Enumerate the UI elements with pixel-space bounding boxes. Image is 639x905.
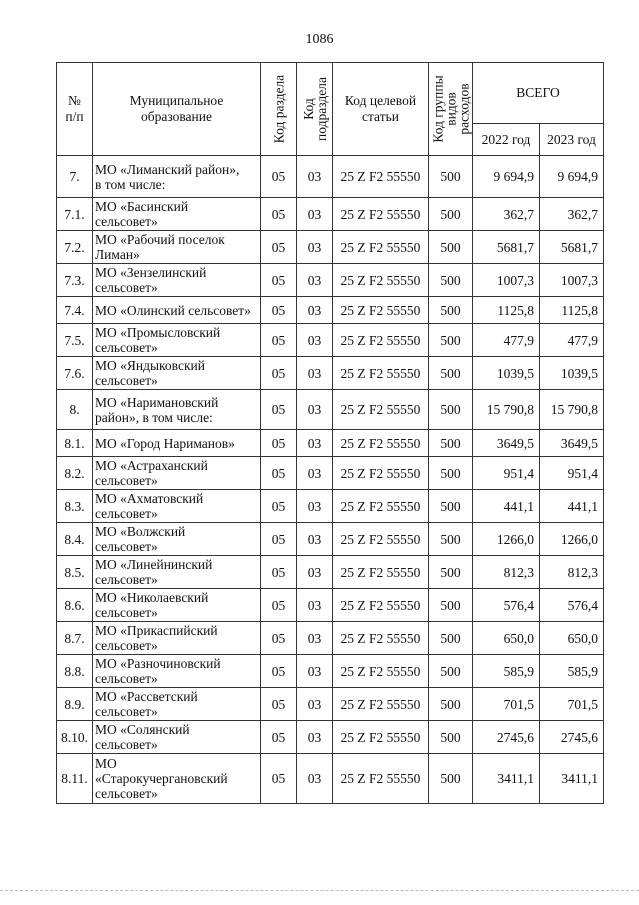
row-municipality: МО «Наримановский район», в том числе: — [93, 390, 261, 430]
row-num: 8.10. — [57, 721, 93, 754]
row-subsection-code: 03 — [297, 655, 333, 688]
row-num: 7.2. — [57, 231, 93, 264]
row-subsection-code: 03 — [297, 430, 333, 457]
row-value-2023: 3411,1 — [540, 754, 604, 804]
row-value-2022: 362,7 — [473, 198, 540, 231]
row-subsection-code: 03 — [297, 357, 333, 390]
row-section-code: 05 — [261, 231, 297, 264]
row-value-2023: 585,9 — [540, 655, 604, 688]
row-value-2023: 812,3 — [540, 556, 604, 589]
row-section-code: 05 — [261, 754, 297, 804]
row-value-2023: 2745,6 — [540, 721, 604, 754]
header-section-code: Код раздела — [261, 63, 297, 156]
table-row — [57, 490, 604, 523]
row-expense-group: 500 — [429, 390, 473, 430]
row-expense-group: 500 — [429, 556, 473, 589]
row-municipality: МО «Лиманский район», в том числе: — [93, 156, 261, 198]
row-value-2022: 477,9 — [473, 324, 540, 357]
row-target-code: 25 Z F2 55550 — [333, 156, 429, 198]
row-subsection-code: 03 — [297, 622, 333, 655]
row-num: 8.8. — [57, 655, 93, 688]
row-num: 8.11. — [57, 754, 93, 804]
row-num: 8.2. — [57, 457, 93, 490]
row-value-2022: 1266,0 — [473, 523, 540, 556]
header-year-2022: 2022 год — [473, 123, 540, 155]
table-row — [57, 556, 604, 589]
row-value-2023: 576,4 — [540, 589, 604, 622]
row-value-2022: 650,0 — [473, 622, 540, 655]
row-municipality: МО «Город Нариманов» — [93, 430, 261, 457]
row-target-code: 25 Z F2 55550 — [333, 754, 429, 804]
row-value-2023: 1007,3 — [540, 264, 604, 297]
row-section-code: 05 — [261, 523, 297, 556]
row-subsection-code: 03 — [297, 556, 333, 589]
table-row — [57, 589, 604, 622]
row-value-2022: 2745,6 — [473, 721, 540, 754]
row-municipality: МО «Рабочий поселок Лиман» — [93, 231, 261, 264]
row-value-2022: 15 790,8 — [473, 390, 540, 430]
row-num: 8.3. — [57, 490, 93, 523]
row-num: 7.6. — [57, 357, 93, 390]
header-municipality: Муниципальное образование — [93, 63, 261, 156]
row-subsection-code: 03 — [297, 523, 333, 556]
row-expense-group: 500 — [429, 490, 473, 523]
row-num: 8.7. — [57, 622, 93, 655]
row-value-2023: 1039,5 — [540, 357, 604, 390]
row-value-2022: 441,1 — [473, 490, 540, 523]
row-expense-group: 500 — [429, 231, 473, 264]
row-num: 8.6. — [57, 589, 93, 622]
row-municipality: МО «Зензелинский сельсовет» — [93, 264, 261, 297]
row-section-code: 05 — [261, 688, 297, 721]
row-num: 7.3. — [57, 264, 93, 297]
row-section-code: 05 — [261, 198, 297, 231]
row-expense-group: 500 — [429, 655, 473, 688]
row-subsection-code: 03 — [297, 231, 333, 264]
row-value-2023: 951,4 — [540, 457, 604, 490]
row-subsection-code: 03 — [297, 754, 333, 804]
row-value-2022: 3411,1 — [473, 754, 540, 804]
row-subsection-code: 03 — [297, 198, 333, 231]
table-row — [57, 523, 604, 556]
row-num: 8.5. — [57, 556, 93, 589]
header-target-code: Код целевой статьи — [333, 63, 429, 156]
row-num: 7.1. — [57, 198, 93, 231]
row-subsection-code: 03 — [297, 721, 333, 754]
scan-edge-line — [0, 890, 639, 891]
row-value-2023: 650,0 — [540, 622, 604, 655]
row-value-2023: 5681,7 — [540, 231, 604, 264]
row-num: 7.4. — [57, 297, 93, 324]
row-expense-group: 500 — [429, 457, 473, 490]
row-municipality: МО «Старокучергановский сельсовет» — [93, 754, 261, 804]
row-municipality: МО «Волжский сельсовет» — [93, 523, 261, 556]
table-row — [57, 430, 604, 457]
header-year-2023: 2023 год — [540, 123, 604, 155]
row-section-code: 05 — [261, 156, 297, 198]
table-row — [57, 721, 604, 754]
table-row — [57, 622, 604, 655]
row-municipality: МО «Астраханский сельсовет» — [93, 457, 261, 490]
row-target-code: 25 Z F2 55550 — [333, 556, 429, 589]
row-target-code: 25 Z F2 55550 — [333, 430, 429, 457]
row-target-code: 25 Z F2 55550 — [333, 721, 429, 754]
header-total: ВСЕГО — [473, 63, 604, 124]
row-expense-group: 500 — [429, 523, 473, 556]
table-row — [57, 390, 604, 430]
row-value-2023: 1266,0 — [540, 523, 604, 556]
row-expense-group: 500 — [429, 754, 473, 804]
row-value-2022: 812,3 — [473, 556, 540, 589]
row-section-code: 05 — [261, 430, 297, 457]
row-value-2022: 5681,7 — [473, 231, 540, 264]
row-municipality: МО «Николаевский сельсовет» — [93, 589, 261, 622]
row-value-2023: 9 694,9 — [540, 156, 604, 198]
row-value-2023: 3649,5 — [540, 430, 604, 457]
row-subsection-code: 03 — [297, 264, 333, 297]
row-target-code: 25 Z F2 55550 — [333, 589, 429, 622]
row-section-code: 05 — [261, 721, 297, 754]
row-section-code: 05 — [261, 297, 297, 324]
row-subsection-code: 03 — [297, 589, 333, 622]
row-value-2022: 576,4 — [473, 589, 540, 622]
row-section-code: 05 — [261, 589, 297, 622]
row-value-2023: 15 790,8 — [540, 390, 604, 430]
row-target-code: 25 Z F2 55550 — [333, 622, 429, 655]
row-expense-group: 500 — [429, 721, 473, 754]
row-target-code: 25 Z F2 55550 — [333, 357, 429, 390]
row-num: 7.5. — [57, 324, 93, 357]
row-expense-group: 500 — [429, 357, 473, 390]
row-target-code: 25 Z F2 55550 — [333, 655, 429, 688]
table-row — [57, 231, 604, 264]
row-expense-group: 500 — [429, 589, 473, 622]
table-row — [57, 357, 604, 390]
table-row — [57, 156, 604, 198]
row-value-2022: 585,9 — [473, 655, 540, 688]
row-municipality: МО «Прикаспийский сельсовет» — [93, 622, 261, 655]
row-subsection-code: 03 — [297, 688, 333, 721]
row-municipality: МО «Промысловский сельсовет» — [93, 324, 261, 357]
row-value-2023: 701,5 — [540, 688, 604, 721]
row-municipality: МО «Солянский сельсовет» — [93, 721, 261, 754]
row-target-code: 25 Z F2 55550 — [333, 490, 429, 523]
row-value-2023: 362,7 — [540, 198, 604, 231]
row-subsection-code: 03 — [297, 390, 333, 430]
row-num: 8.1. — [57, 430, 93, 457]
row-municipality: МО «Яндыковский сельсовет» — [93, 357, 261, 390]
row-target-code: 25 Z F2 55550 — [333, 390, 429, 430]
row-target-code: 25 Z F2 55550 — [333, 198, 429, 231]
table-row — [57, 688, 604, 721]
row-value-2022: 951,4 — [473, 457, 540, 490]
row-expense-group: 500 — [429, 430, 473, 457]
row-municipality: МО «Олинский сельсовет» — [93, 297, 261, 324]
row-section-code: 05 — [261, 655, 297, 688]
header-num: № п/п — [57, 63, 93, 156]
row-section-code: 05 — [261, 390, 297, 430]
header-subsection-code: Код подраздела — [297, 63, 333, 156]
row-municipality: МО «Рассветский сельсовет» — [93, 688, 261, 721]
header-expense-group: Код группы видов расходов — [429, 63, 473, 156]
table-row — [57, 457, 604, 490]
row-num: 7. — [57, 156, 93, 198]
row-value-2023: 441,1 — [540, 490, 604, 523]
row-subsection-code: 03 — [297, 457, 333, 490]
row-expense-group: 500 — [429, 324, 473, 357]
row-num: 8. — [57, 390, 93, 430]
row-municipality: МО «Ахматовский сельсовет» — [93, 490, 261, 523]
row-section-code: 05 — [261, 264, 297, 297]
table-body — [57, 156, 604, 804]
budget-table — [56, 62, 604, 804]
table-row — [57, 264, 604, 297]
table-row — [57, 198, 604, 231]
row-target-code: 25 Z F2 55550 — [333, 688, 429, 721]
row-value-2023: 477,9 — [540, 324, 604, 357]
row-subsection-code: 03 — [297, 490, 333, 523]
row-subsection-code: 03 — [297, 297, 333, 324]
table-row — [57, 754, 604, 804]
row-expense-group: 500 — [429, 297, 473, 324]
row-section-code: 05 — [261, 457, 297, 490]
row-value-2023: 1125,8 — [540, 297, 604, 324]
row-target-code: 25 Z F2 55550 — [333, 231, 429, 264]
row-value-2022: 701,5 — [473, 688, 540, 721]
row-expense-group: 500 — [429, 622, 473, 655]
row-value-2022: 1039,5 — [473, 357, 540, 390]
row-target-code: 25 Z F2 55550 — [333, 324, 429, 357]
row-value-2022: 1125,8 — [473, 297, 540, 324]
row-value-2022: 3649,5 — [473, 430, 540, 457]
row-value-2022: 1007,3 — [473, 264, 540, 297]
row-num: 8.4. — [57, 523, 93, 556]
page-number: 1086 — [305, 32, 334, 47]
row-municipality: МО «Разночиновский сельсовет» — [93, 655, 261, 688]
row-expense-group: 500 — [429, 156, 473, 198]
row-subsection-code: 03 — [297, 156, 333, 198]
row-target-code: 25 Z F2 55550 — [333, 523, 429, 556]
row-expense-group: 500 — [429, 264, 473, 297]
row-section-code: 05 — [261, 357, 297, 390]
row-target-code: 25 Z F2 55550 — [333, 264, 429, 297]
row-section-code: 05 — [261, 556, 297, 589]
row-target-code: 25 Z F2 55550 — [333, 297, 429, 324]
row-expense-group: 500 — [429, 688, 473, 721]
table-row — [57, 297, 604, 324]
row-subsection-code: 03 — [297, 324, 333, 357]
row-expense-group: 500 — [429, 198, 473, 231]
row-municipality: МО «Линейнинский сельсовет» — [93, 556, 261, 589]
table-row — [57, 655, 604, 688]
row-value-2022: 9 694,9 — [473, 156, 540, 198]
row-section-code: 05 — [261, 324, 297, 357]
row-section-code: 05 — [261, 622, 297, 655]
table-header — [57, 63, 604, 156]
row-section-code: 05 — [261, 490, 297, 523]
row-target-code: 25 Z F2 55550 — [333, 457, 429, 490]
table-row — [57, 324, 604, 357]
row-municipality: МО «Басинский сельсовет» — [93, 198, 261, 231]
row-num: 8.9. — [57, 688, 93, 721]
